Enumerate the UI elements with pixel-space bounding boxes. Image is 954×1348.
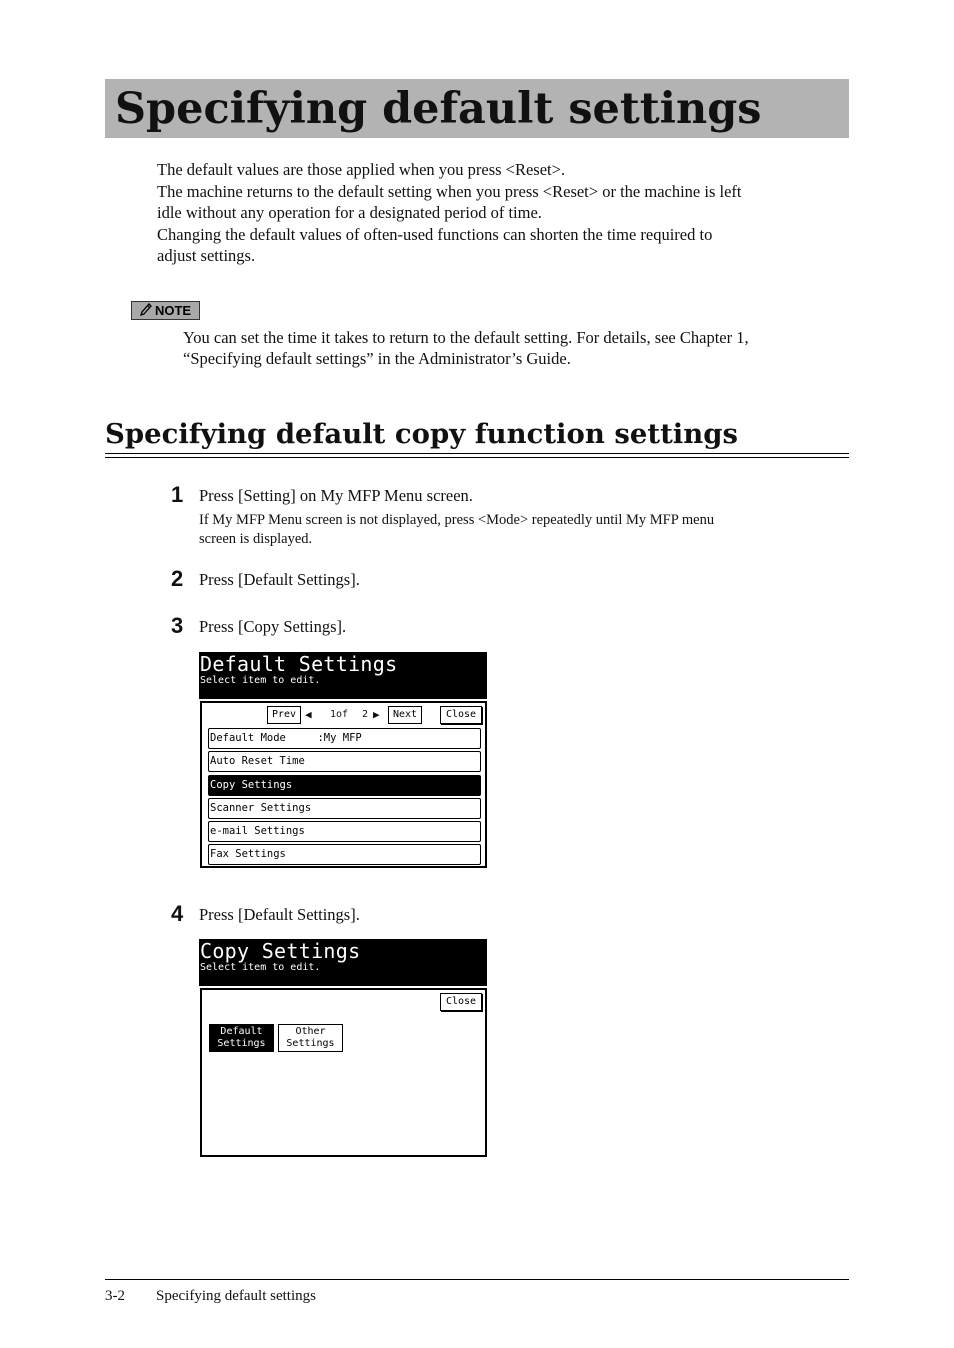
page-title: Specifying default settings [115,84,762,134]
button-label: Settings [217,1038,266,1049]
intro-line: Changing the default values of often-used functions can shorten the time required to [157,225,713,244]
note-line: “Specifying default settings” in the Administrator’s Guide. [183,349,571,368]
default-settings-button[interactable] [209,1024,274,1052]
footer-title: Specifying default settings [156,1288,316,1304]
step-text: Press [Default Settings]. [199,905,360,924]
intro-line: The machine returns to the default setting when you press <Reset> or the machine is left [157,182,742,201]
step-subtext: If My MFP Menu screen is not displayed, press <Mode> repeatedly until My MFP menu [199,512,715,528]
button-label: Settings [286,1038,335,1049]
close-button[interactable]: Close [440,993,482,1011]
next-arrow-icon: ▶ [373,708,380,721]
page-total: 2 [362,709,369,720]
menu-item-auto-reset-time[interactable]: Auto Reset Time [208,751,481,772]
section-rule [105,453,849,454]
menu-item-copy-settings[interactable]: Copy Settings [208,775,481,796]
other-settings-button[interactable] [278,1024,343,1052]
lcd-body [200,988,487,1157]
next-button[interactable]: Next [388,706,422,724]
step-text: Press [Setting] on My MFP Menu screen. [199,486,473,505]
lcd-body [200,701,487,868]
step-text: Press [Default Settings]. [199,570,360,589]
prev-button[interactable]: Prev [267,706,301,724]
footer-rule [105,1279,849,1280]
lcd-title: Default Settings [200,652,398,676]
step-number: 3 [171,613,184,638]
note-badge [131,301,200,320]
lcd-title: Copy Settings [200,939,361,963]
step-number: 4 [171,901,184,926]
lcd-screen-copy-settings [199,939,487,1157]
section-title: Specifying default copy function settings [105,418,738,450]
menu-item-default-mode[interactable]: Default Mode :My MFP [208,728,481,749]
footer-page-number: 3-2 [105,1288,125,1304]
intro-line: adjust settings. [157,246,256,265]
menu-item-scanner-settings[interactable]: Scanner Settings [208,798,481,819]
menu-item-fax-settings[interactable]: Fax Settings [208,844,481,865]
intro-line: idle without any operation for a designated period of time. [157,203,542,222]
step-text: Press [Copy Settings]. [199,617,347,636]
lcd-header [199,652,487,699]
step-subtext: screen is displayed. [199,531,313,547]
pencil-icon [140,303,152,319]
note-label: NOTE [154,303,192,318]
section-rule [105,457,849,458]
intro-line: The default values are those applied when you press <Reset>. [157,160,566,179]
lcd-subtitle: Select item to edit. [200,675,321,686]
lcd-subtitle: Select item to edit. [200,962,321,973]
note-line: You can set the time it takes to return to the default setting. For details, see Chapter 1, [183,328,749,347]
step-number: 2 [171,566,184,591]
lcd-header [199,939,487,986]
lcd-screen-default-settings [199,652,487,868]
button-label: Other [295,1026,326,1037]
step-number: 1 [171,482,184,507]
prev-arrow-icon: ◀ [305,708,312,721]
button-label: Default [220,1026,263,1037]
page-current: 1of [330,709,349,720]
menu-item-email-settings[interactable]: e-mail Settings [208,821,481,842]
close-button[interactable]: Close [440,706,482,724]
